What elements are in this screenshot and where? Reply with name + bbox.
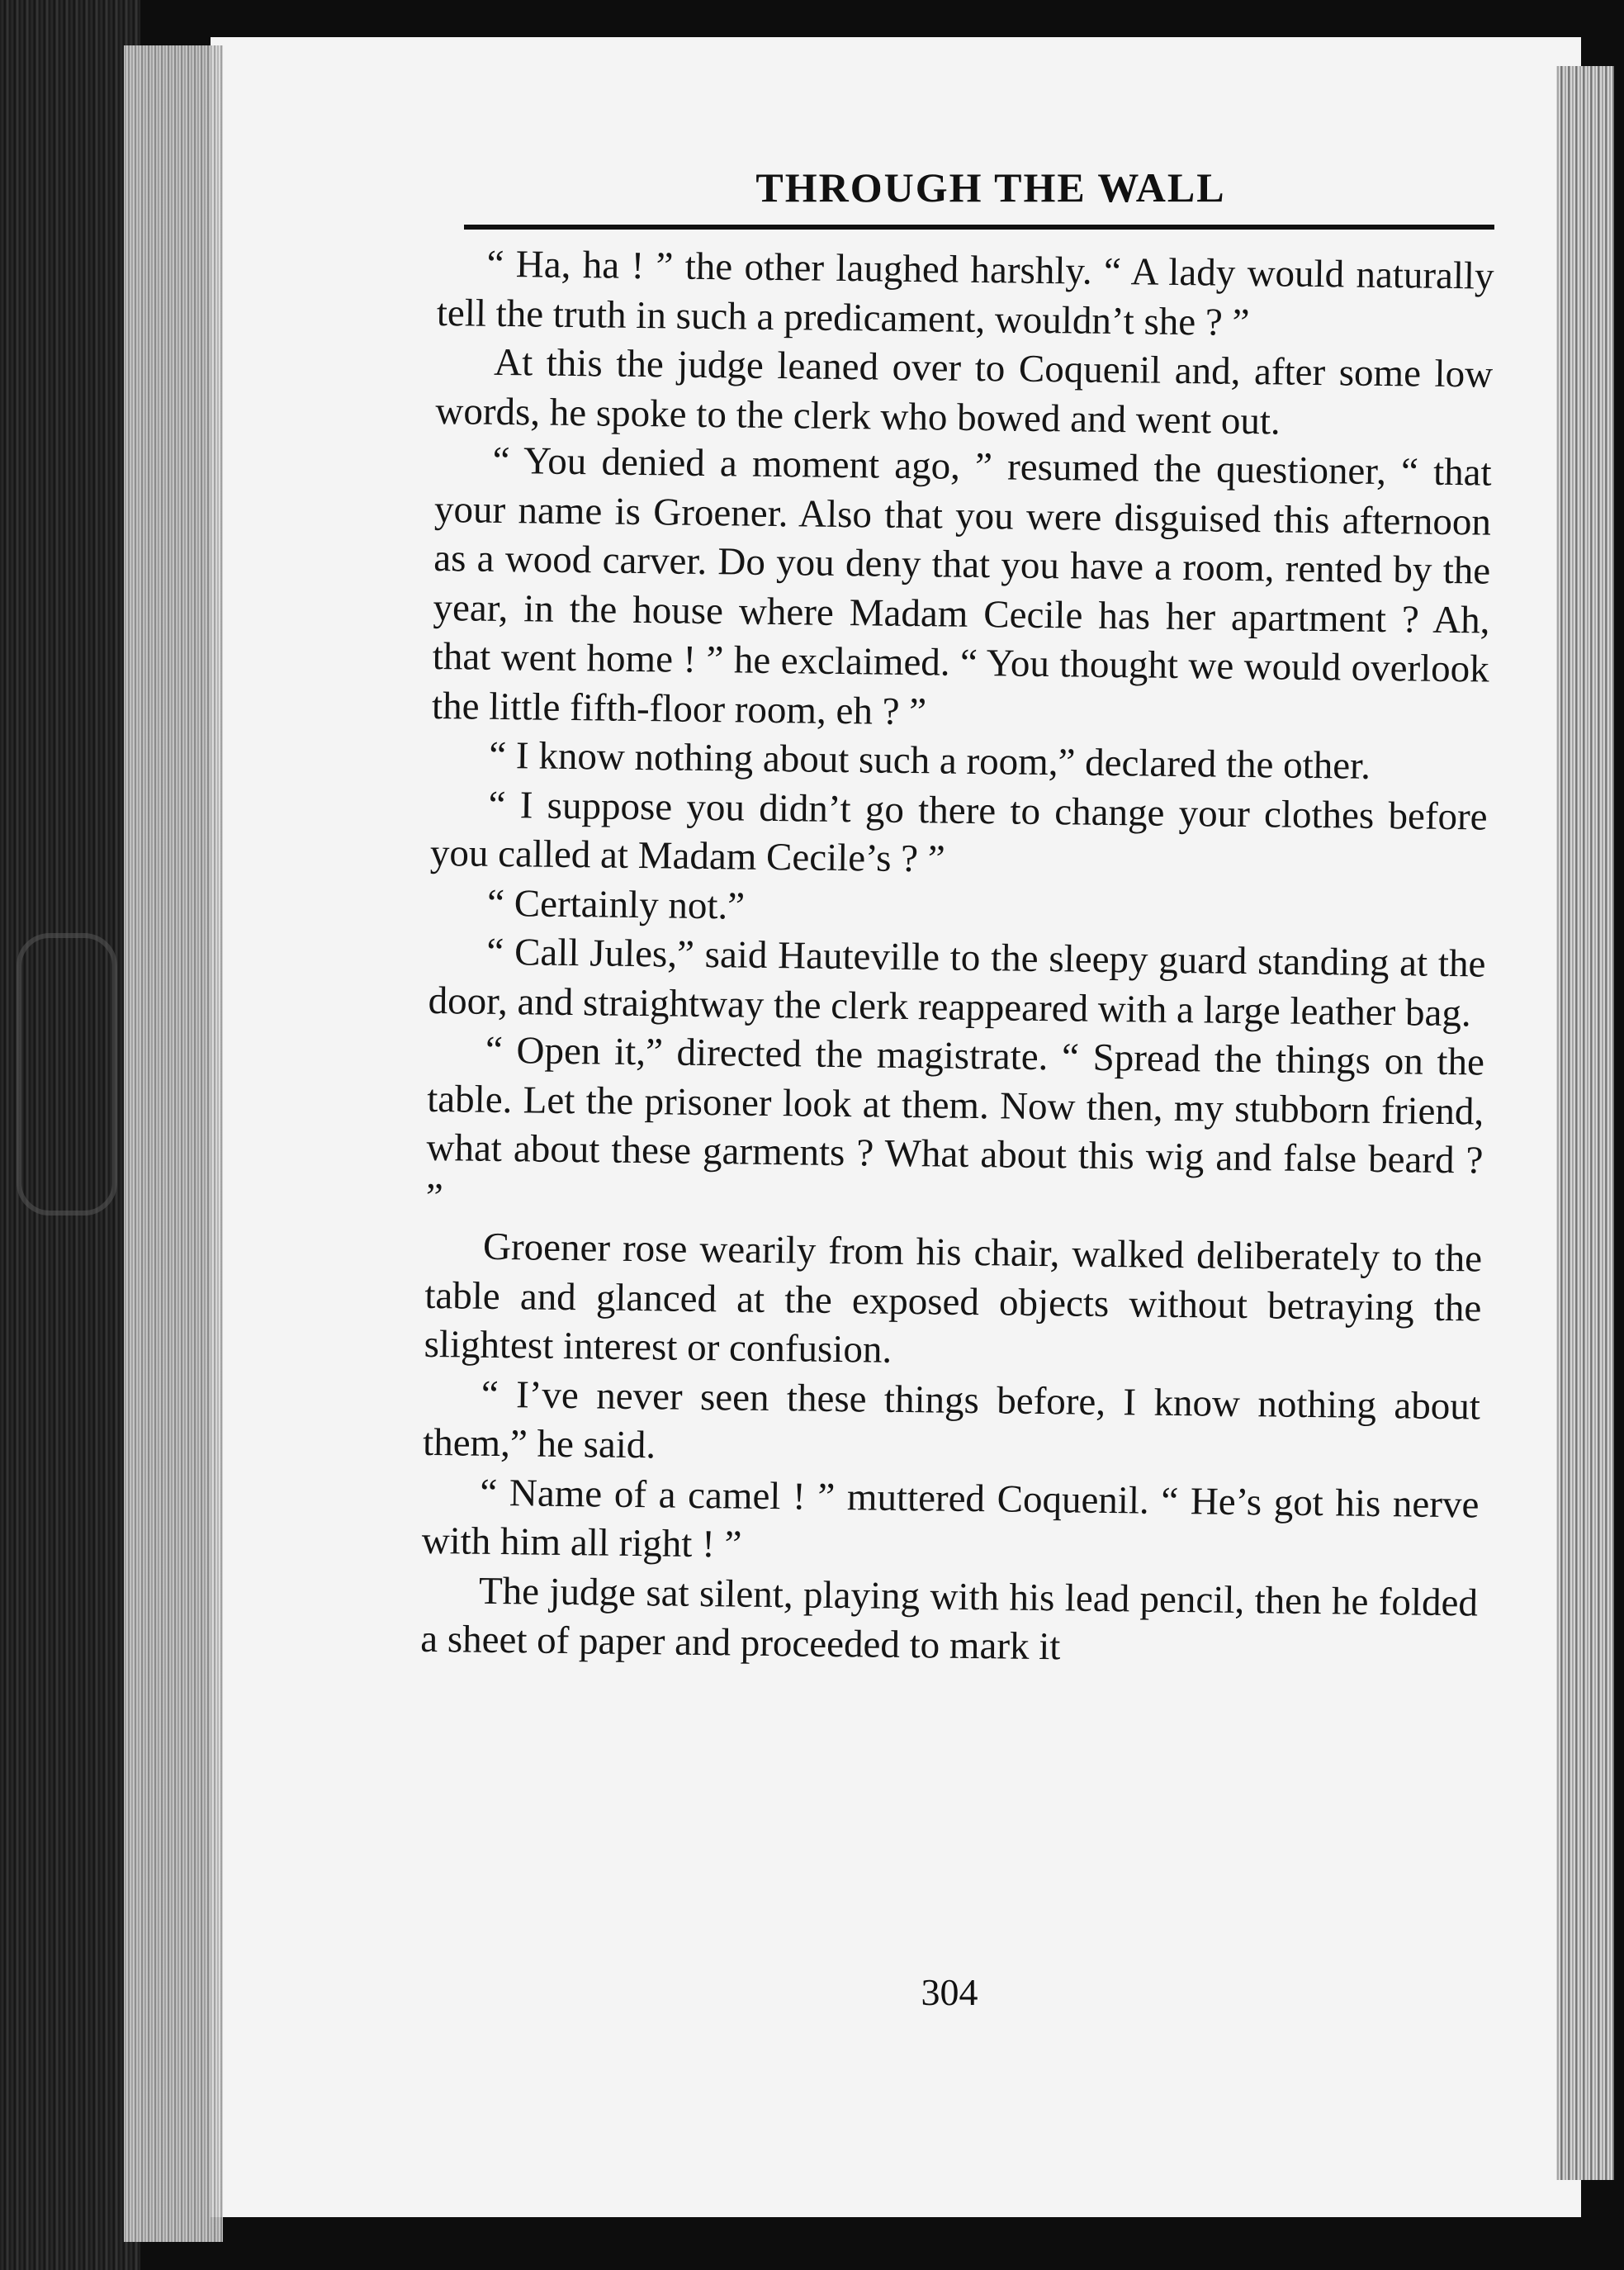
paragraph: The judge sat silent, playing with his lead pencil, then he folded a sheet of paper and proceeded to mark it — [419, 1569, 1479, 1669]
page-number: 304 — [921, 1971, 978, 2013]
header-rule — [464, 225, 1494, 230]
paragraph: “ Open it,” directed the magistrate. “ Spread the things on the table. Let the prisoner look at them. Now then, my stubborn friend, what about these garments ? What about this wig and false beard ? ” — [425, 1028, 1485, 1219]
paragraph: “ Ha, ha ! ” the other laughed harshly. “ A lady would naturally tell the truth in such a predicament, wouldn’t she ? ” — [436, 242, 1494, 344]
paragraph: “ I know nothing about such a room,” declared the other. — [489, 733, 1371, 788]
paragraph: Groener rose wearily from his chair, walked deliberately to the table and glanced at the exposed objects without betraying the slightest interest or confusion. — [424, 1225, 1483, 1372]
running-head: THROUGH THE WALL — [755, 164, 1226, 211]
paragraph: “ Name of a camel ! ” muttered Coquenil. “ He’s got his nerve with him all right ! ” — [421, 1471, 1480, 1566]
paragraph: “ I suppose you didn’t go there to change your clothes before you called at Madam Cecile’s ? ” — [429, 783, 1488, 881]
paragraph: “ Certainly not.” — [486, 881, 746, 928]
paragraph: “ Call Jules,” said Hauteville to the sleepy guard standing at the door, and straightway the clerk reappeared with a large leather bag. — [428, 930, 1486, 1035]
spine-stamp — [17, 933, 117, 1216]
paragraph: “ I’ve never seen these things before, I know nothing about them,” he said. — [422, 1372, 1481, 1467]
paragraph: At this the judge leaned over to Coquenil and, after some low words, he spoke to the clerk who bowed and went out. — [435, 340, 1494, 443]
left-page-edges — [124, 45, 223, 2242]
body-text — [420, 239, 1494, 1677]
right-page-edges — [1556, 66, 1614, 2180]
paragraph: “ You denied a moment ago, ” resumed the questioner, “ that your name is Groener. Also that you were disguised this afternoon as a wood carver. Do you deny that you have a room, rented by the year, in the house where Madam Cecile has her apartment ? Ah, that went home ! ” he exclaimed. “ You thought we would overlook the little fifth-floor room, eh ? ” — [431, 438, 1492, 733]
